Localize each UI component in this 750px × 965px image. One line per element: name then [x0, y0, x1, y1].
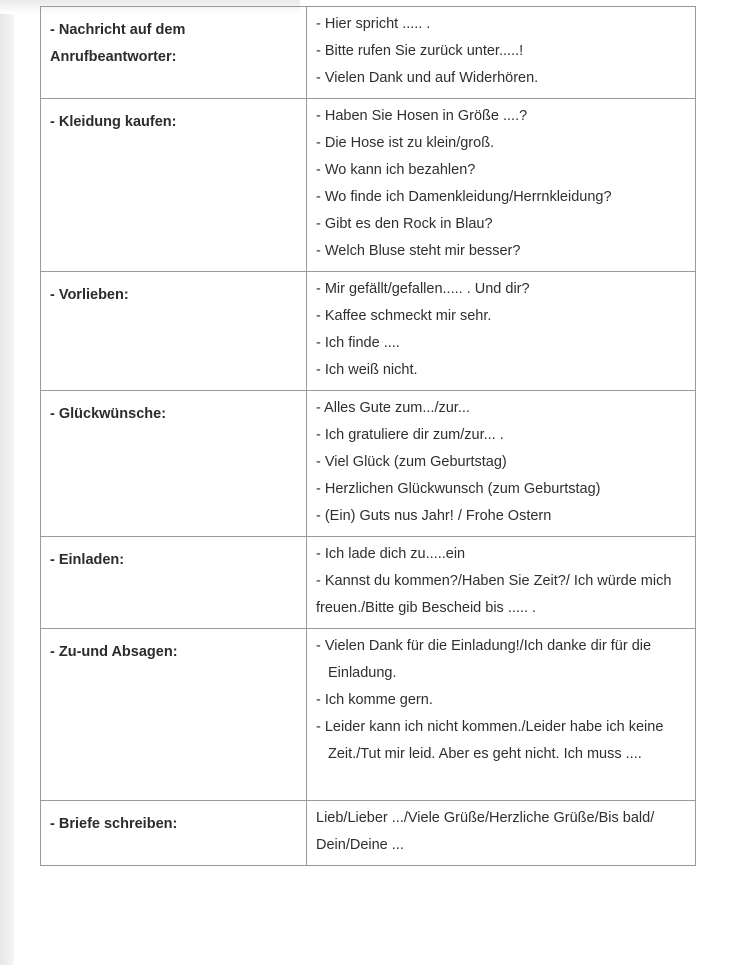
phrase-item: - Wo kann ich bezahlen? — [316, 162, 476, 178]
table-row — [41, 272, 696, 391]
phrase-item: - Kannst du kommen?/Haben Sie Zeit?/ Ich würde mich freuen./Bitte gib Bescheid bis ..... . — [316, 573, 672, 616]
phrase-item: - Haben Sie Hosen in Größe ....? — [316, 108, 528, 124]
phrase-table — [40, 6, 696, 866]
phrase-item: - (Ein) Guts nus Jahr! / Frohe Ostern — [316, 508, 552, 524]
category-label: - Glückwünsche: — [50, 406, 167, 422]
phrase-item: - Vielen Dank für die Einladung!/Ich danke dir für die Einladung. — [316, 638, 652, 681]
phrase-item: - Mir gefällt/gefallen..... . Und dir? — [316, 281, 530, 297]
phrase-item: - Vielen Dank und auf Widerhören. — [316, 70, 539, 86]
phrase-item: - Bitte rufen Sie zurück unter.....! — [316, 43, 524, 59]
phrase-item: - Ich lade dich zu.....ein — [316, 546, 466, 562]
category-label: - Vorlieben: — [50, 287, 129, 303]
category-cell — [41, 801, 307, 866]
phrase-cell — [307, 99, 696, 272]
table-row — [41, 629, 696, 801]
phrase-item: - Ich komme gern. — [316, 692, 433, 708]
page-edge-shadow — [0, 0, 14, 965]
category-cell — [41, 537, 307, 629]
table-row — [41, 537, 696, 629]
phrase-cell — [307, 272, 696, 391]
phrase-item: - Viel Glück (zum Geburtstag) — [316, 454, 507, 470]
phrase-item: Lieb/Lieber .../Viele Grüße/Herzliche Grüße/Bis bald/ Dein/Deine ... — [316, 810, 655, 853]
phrase-cell — [307, 391, 696, 537]
phrase-item: - Kaffee schmeckt mir sehr. — [316, 308, 492, 324]
phrase-item: - Gibt es den Rock in Blau? — [316, 216, 493, 232]
table-row — [41, 99, 696, 272]
category-cell — [41, 391, 307, 537]
phrase-item: - Ich finde .... — [316, 335, 400, 351]
category-label: - Nachricht auf dem Anrufbeantworter: — [50, 22, 186, 65]
category-cell — [41, 629, 307, 801]
phrase-cell — [307, 801, 696, 866]
phrase-item: - Welch Bluse steht mir besser? — [316, 243, 521, 259]
phrase-item: - Ich weiß nicht. — [316, 362, 418, 378]
phrase-item: - Herzlichen Glückwunsch (zum Geburtstag) — [316, 481, 601, 497]
phrase-item: - Alles Gute zum.../zur... — [316, 400, 470, 416]
phrase-cell — [307, 629, 696, 801]
phrase-cell — [307, 537, 696, 629]
phrase-item: - Leider kann ich nicht kommen./Leider habe ich keine Zeit./Tut mir leid. Aber es geht nicht. Ich muss .... — [316, 719, 664, 762]
category-cell — [41, 272, 307, 391]
phrase-cell — [307, 7, 696, 99]
category-label: - Briefe schreiben: — [50, 816, 178, 832]
phrase-item: - Hier spricht ..... . — [316, 16, 431, 32]
category-label: - Einladen: — [50, 552, 125, 568]
table-row — [41, 391, 696, 537]
phrase-item: - Wo finde ich Damenkleidung/Herrnkleidung? — [316, 189, 612, 205]
table-row — [41, 801, 696, 866]
category-cell — [41, 7, 307, 99]
phrase-item: - Ich gratuliere dir zum/zur... . — [316, 427, 504, 443]
table-row — [41, 7, 696, 99]
phrase-item: - Die Hose ist zu klein/groß. — [316, 135, 495, 151]
category-label: - Zu-und Absagen: — [50, 644, 178, 660]
category-cell — [41, 99, 307, 272]
category-label: - Kleidung kaufen: — [50, 114, 177, 130]
